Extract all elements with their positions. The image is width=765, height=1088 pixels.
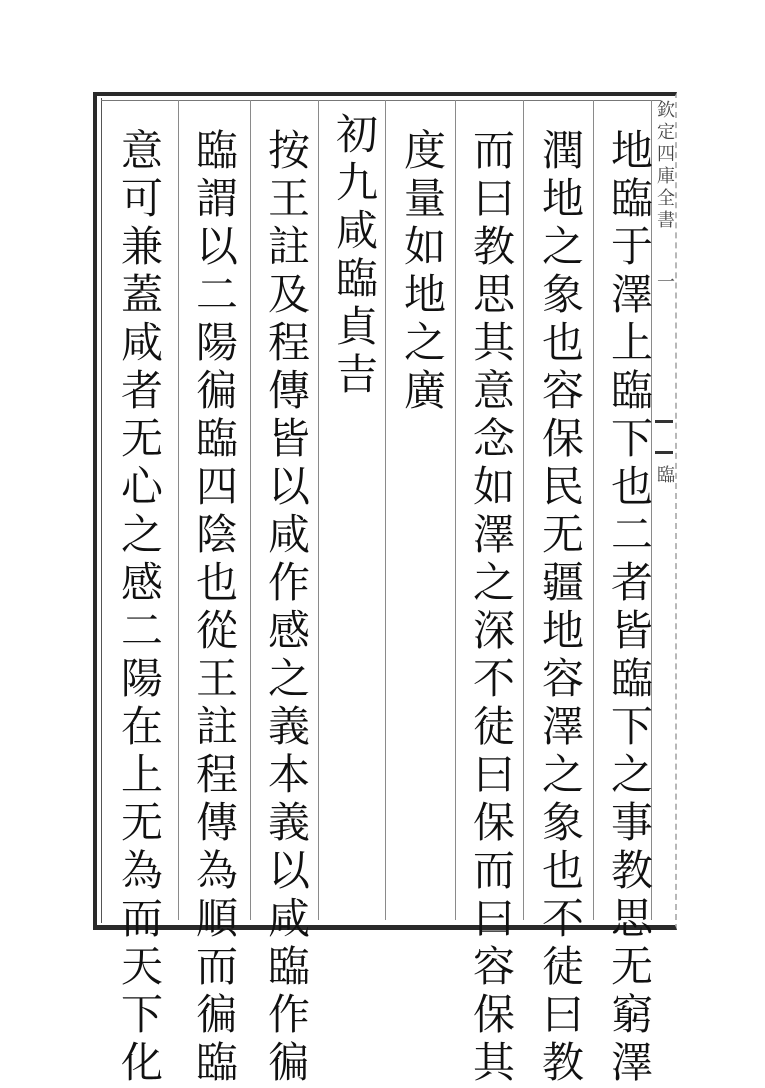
margin-chapter: 臨: [654, 465, 675, 483]
column-rule: [178, 100, 179, 920]
column-rule: [593, 100, 594, 920]
text-column-6: 按王註及程傳皆以咸作感之義本義以咸臨作徧: [262, 128, 311, 1088]
margin-title-strip: [653, 100, 677, 920]
text-column-4: 度量如地之廣: [398, 128, 447, 416]
inner-border-left: [101, 98, 102, 923]
text-column-3: 而曰教思其意念如澤之深不徒曰保而曰容保其: [467, 128, 516, 1088]
text-column-2: 潤地之象也容保民无疆地容澤之象也不徒曰教: [536, 128, 585, 1088]
column-rule: [385, 100, 386, 920]
fish-tail-mark: [655, 420, 673, 454]
column-rule: [318, 100, 319, 920]
column-rule: [455, 100, 456, 920]
inner-border-top: [101, 100, 661, 101]
margin-volume: 一: [654, 272, 675, 294]
text-column-5: 初九咸臨貞吉: [330, 112, 379, 400]
text-column-8: 意可兼蓋咸者无心之感二陽在上无為而天下化: [115, 128, 164, 1088]
text-column-1: 地臨于澤上臨下也二者皆臨下之事教思无窮澤: [605, 128, 654, 1088]
text-column-7: 臨謂以二陽徧臨四陰也從王註程傳為順而徧臨: [190, 128, 239, 1088]
margin-title: 欽定四庫全書: [654, 100, 675, 232]
column-rule: [250, 100, 251, 920]
column-rule: [523, 100, 524, 920]
